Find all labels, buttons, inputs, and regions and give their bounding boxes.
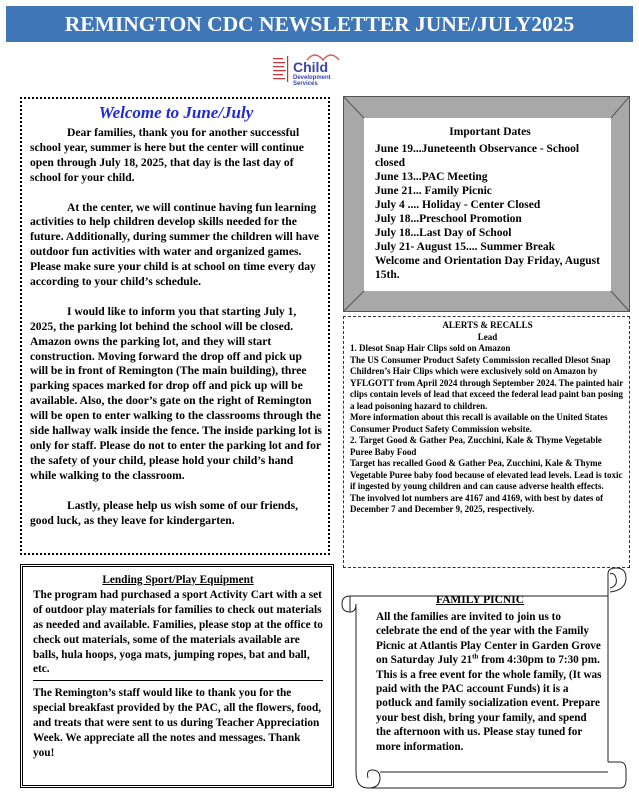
- alert-line: The US Consumer Product Safety Commission recalled Dlesot Snap Children’s Hair Clips which were exclusively sold on Amazon by YFLGOTT from April 2024 through September 2024. The painted hair clips contain levels of lead that exceed the federal lead paint ban posing a lead poisoning hazard to children.: [350, 354, 624, 411]
- picnic-body: [376, 610, 604, 754]
- date-item: July 21- August 15.... Summer Break: [375, 241, 556, 253]
- alert-line: 1. Dlesot Snap Hair Clips sold on Amazon: [350, 343, 511, 353]
- alerts-subtitle: Lead: [477, 331, 498, 342]
- alerts-title: ALERTS & RECALLS: [442, 320, 533, 330]
- logo-sub2: Services: [293, 81, 318, 87]
- logo-side-lines: [273, 58, 286, 79]
- alert-line: More information about this recall is available on the United States Consumer Product Safety Commission website.: [350, 412, 608, 434]
- date-item: June 19...Juneteenth Observance - School closed: [375, 143, 580, 169]
- alert-line: Target has recalled Good & Gather Pea, Zucchini, Kale & Thyme Vegetable Puree baby food because of elevated lead levels. Lead is toxic if ingested by young children and can cause adverse health effects.: [350, 458, 623, 491]
- picnic-text: All the families are invited to join us to celebrate the end of the year with the Family Picnic at Atlantis Play Center in Garden Grove on Saturday July 21: [376, 611, 601, 667]
- important-dates-frame: [343, 96, 630, 312]
- date-item: July 18...Last Day of School: [375, 227, 512, 239]
- important-dates-title: Important Dates: [449, 126, 531, 138]
- alert-line: 2. Target Good & Gather Pea, Zucchini, Kale & Thyme Vegetable Puree Baby Food: [350, 435, 602, 457]
- picnic-text: from 4:30pm to 7:30 pm. This is a free event for the whole family, (It was paid with the PAC account Funds) it is a potluck and family socialization event. Prepare your best dish, bring your family, and spend the afternoon with us. Please stay tuned for more information.: [376, 654, 602, 753]
- important-dates-panel: [364, 118, 611, 291]
- welcome-heading: Welcome to June/July: [98, 103, 254, 122]
- date-item: July 18...Preschool Promotion: [375, 213, 522, 225]
- logo-sub1: Development: [293, 75, 331, 81]
- child-development-services-logo: [271, 50, 357, 88]
- welcome-paragraph: Lastly, please help us wish some of our friends, good luck, as they leave for kindergarten.: [30, 498, 299, 527]
- picnic-title: FAMILY PICNIC: [435, 594, 525, 606]
- welcome-paragraph: At the center, we will continue having fun learning activities to help children develop skills needed for the future. Additionally, during summer the children will have outdoor fun activities with water and organized games. Please make sure your child is at school on time every day according to your child’s schedule.: [30, 200, 319, 289]
- welcome-paragraph: Dear families, thank you for another successful school year, summer is here but the center will continue open through July 18, 2025, that day is the last day of school for your child.: [30, 126, 304, 184]
- alert-line: The involved lot numbers are 4167 and 4169, with best by dates of December 7 and December 9, 2025, respectively.: [350, 492, 604, 514]
- date-item: Welcome and Orientation Day Friday, August 15th.: [375, 255, 600, 281]
- thanks-body: The Remington’s staff would like to thank you for the special breakfast provided by the PAC, all the flowers, food, and treats that were sent to us during Teacher Appreciation Week. We appreciate all the notes and messages. Thank you!: [33, 687, 322, 759]
- newsletter-title: REMINGTON CDC NEWSLETTER JUNE/JULY2025: [6, 6, 633, 42]
- welcome-section: [20, 97, 330, 555]
- picnic-sup: th: [472, 652, 479, 661]
- lending-title: Lending Sport/Play Equipment: [102, 574, 254, 586]
- divider: [33, 680, 323, 681]
- lending-body: The program had purchased a sport Activity Cart with a set of outdoor play materials for families to check out materials as needed and available. Families, please stop at the office to check out materials, some of the materials available are balls, hula hoops, yoga mats, jumping ropes, bat and ball, etc.: [33, 588, 323, 676]
- welcome-paragraph: I would like to inform you that starting July 1, 2025, the parking lot behind the school will be closed. Amazon owns the parking lot, and they will start construction. Moving forward the drop off and pick up will be in front of Remington (The main building), three parking spaces marked for drop off and pick up will be available. Also, the door’s gate on the right of Remington will be open to enter walking to the classrooms through the side hallway walk inside the fence. The inside parking lot is only for staff. Please do not to enter the parking lot and for the safety of your child, please hold your child’s hand while walking to the classroom.: [30, 304, 322, 482]
- logo-brand: Child: [293, 59, 328, 75]
- date-item: June 13...PAC Meeting: [375, 171, 488, 183]
- alerts-recalls-section: [343, 316, 630, 568]
- date-item: July 4 .... Holiday - Center Closed: [375, 199, 541, 211]
- date-item: June 21... Family Picnic: [375, 185, 492, 197]
- lending-equipment-section: [20, 564, 334, 788]
